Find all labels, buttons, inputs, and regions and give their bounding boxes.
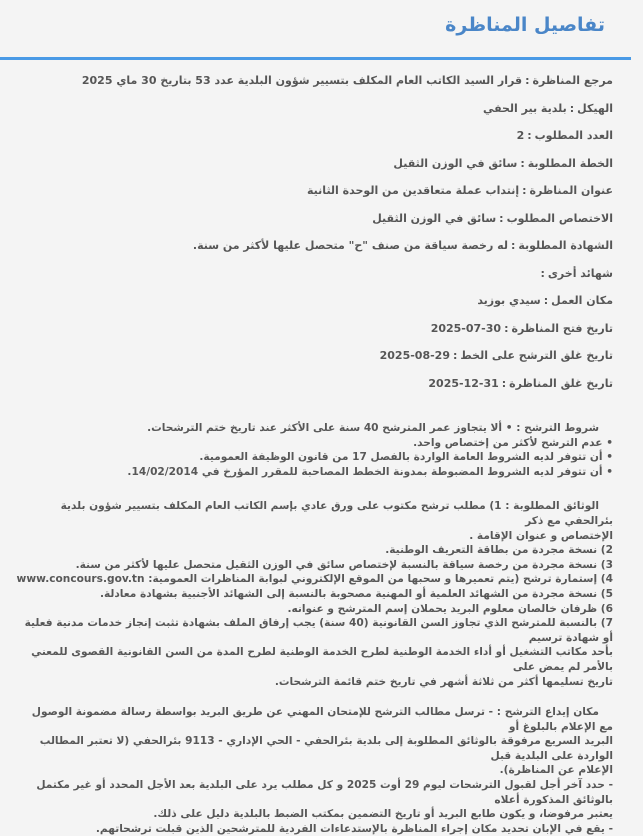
- document-item: 5) نسخة مجردة من الشهائد العلمية أو المهنية مصحوبة بالنسبة إلى الشهائد الأجنبية بشهادة معادلة.: [99, 587, 613, 600]
- field-value: إنتداب عملة متعاقدين من الوحدة الثانية: [307, 184, 520, 198]
- field-value: سيدي بوزيد: [477, 294, 541, 308]
- field-value: 2025-08-29: [379, 349, 450, 363]
- condition-item: • أن تتوفر لديه الشروط المضبوطة بمدونة الخطط المصاحبة للمقرر المؤرخ في 14/02/2014.: [127, 465, 613, 478]
- conditions-first-line: شروط الترشح : • ألا يتجاوز عمر المترشح 40 سنة على الأكثر عند تاريخ ختم الترشحات.: [147, 422, 599, 434]
- field-label: تاريخ فتح المناظرة: [511, 321, 613, 335]
- field-closing-date: تاريخ غلق المناظرة : 2025-12-31: [428, 376, 613, 390]
- field-specialty: الاختصاص المطلوب : سائق في الوزن الثقيل: [372, 211, 613, 225]
- deposit-first-line: مكان إيداع الترشح : - ترسل مطالب الترشح للإمتحان المهني عن طريق البريد بواسطة رسالة مضمونة الوصول مع الإعلام بالبلوغ أو: [31, 706, 613, 733]
- field-label: الهيكل: [577, 101, 613, 115]
- field-value: سائق في الوزن الثقيل: [372, 211, 497, 225]
- field-structure: الهيكل : بلدية بير الحفي: [482, 101, 613, 115]
- document-item: بأحد مكاتب التشغيل أو أداء الخدمة الوطنية لطرح الخدمة الوطنية لطرح المدة من السن القانونية القصوى للمعني بالأمر لم يمض على: [31, 646, 613, 673]
- field-required-degree: الشهادة المطلوبة : له رخصة سياقة من صنف "ح" متحصل عليها لأكثر من سنة.: [192, 239, 613, 253]
- field-label: الخطة المطلوبة: [527, 156, 613, 170]
- document-item: تاريخ تسليمها أكثر من ثلاثة أشهر في تاريخ ختم قائمة الترشحات.: [274, 675, 613, 688]
- field-positions-count: العدد المطلوب : 2: [516, 129, 613, 143]
- deposit-item: - يقع في الإبان تحديد مكان إجراء المناظرة بالإستدعاءات الفردية للمترشحين الذين قبلت ترشحاتهم.: [95, 822, 613, 835]
- condition-item: • أن تتوفر لديه الشروط العامة الواردة بالفصل 17 من قانون الوظيفة العمومية.: [199, 451, 613, 464]
- required-documents: [16, 499, 613, 689]
- field-workplace: مكان العمل : سيدي بوزيد: [477, 294, 613, 308]
- page-header: [0, 0, 643, 56]
- field-label: العدد المطلوب: [534, 129, 613, 143]
- field-value: 2025-07-30: [430, 321, 502, 335]
- document-item: 2) نسخة مجردة من بطاقة التعريف الوطنية.: [385, 544, 613, 557]
- application-deposit: [16, 705, 613, 836]
- field-label: مرجع المناظرة: [532, 74, 613, 88]
- field-value: له رخصة سياقة من صنف "ح" متحصل عليها لأكثر من سنة.: [192, 239, 508, 253]
- title-divider: [0, 57, 631, 60]
- documents-label: الوثائق المطلوبة: [513, 500, 599, 513]
- competition-details: [16, 62, 613, 836]
- deposit-item: - ترسل مطالب الترشح للإمتحان المهني عن طريق البريد بواسطة رسالة مضمونة الوصول مع الإعلام بالبلوغ أو: [31, 706, 613, 733]
- document-item: 6) ظرفان خالصان معلوم البريد يحملان إسم المترشح و عنوانه.: [287, 602, 613, 615]
- field-opening-date: تاريخ فتح المناظرة : 2025-07-30: [430, 321, 613, 335]
- field-label: مكان العمل: [551, 294, 613, 308]
- field-value: 2025-12-31: [428, 376, 499, 390]
- field-online-closing-date: تاريخ غلق الترشح على الخط : 2025-08-29: [379, 349, 613, 363]
- field-reference: مرجع المناظرة : قرار السيد الكاتب العام المكلف بتسيير شؤون البلدية عدد 53 بتاريخ 30 ماي 2025: [81, 74, 613, 88]
- document-item: الإختصاص و عنوان الإقامة .: [469, 529, 613, 542]
- deposit-item: البريد السريع مرفوقة بالوثائق المطلوبة إلى بلدية بئرالحفي - الحي الإداري - 9113 بئرالحفي (لا تعتبر المطالب الواردة على البلدية قبل: [39, 735, 613, 762]
- field-label: تاريخ غلق الترشح على الخط: [460, 349, 613, 363]
- documents-first-line: الوثائق المطلوبة : 1) مطلب ترشح مكتوب على ورق عادي بإسم الكاتب العام المكلف بتسيير شؤون بلدية بئرالحفي مع ذكر: [60, 500, 613, 527]
- candidacy-conditions: [16, 421, 613, 479]
- field-value: بلدية بير الحفي: [482, 101, 567, 115]
- field-label: تاريخ غلق المناظرة: [509, 376, 613, 390]
- conditions-label: شروط الترشح: [524, 422, 599, 434]
- field-job: الخطة المطلوبة : سائق في الوزن الثقيل: [393, 156, 613, 170]
- field-label: عنوان المناظرة: [529, 184, 613, 198]
- page-title: تفاصيل المناظرة: [445, 14, 605, 36]
- field-value: سائق في الوزن الثقيل: [393, 156, 518, 170]
- deposit-item: يعتبر مرفوضا، و يكون طابع البريد أو تاريخ التضمين بمكتب الضبط بالبلدية دليل على ذلك.: [153, 808, 613, 821]
- document-item: 1) مطلب ترشح مكتوب على ورق عادي بإسم الكاتب العام المكلف بتسيير شؤون بلدية بئرالحفي مع ذكر: [60, 500, 613, 527]
- deposit-item: الإعلام عن المناظرة).: [499, 764, 613, 777]
- condition-item: • ألا يتجاوز عمر المترشح 40 سنة على الأكثر عند تاريخ ختم الترشحات.: [147, 422, 513, 434]
- field-competition-title: عنوان المناظرة : إنتداب عملة متعاقدين من الوحدة الثانية: [307, 184, 613, 198]
- document-item: 3) نسخة مجردة من رخصة سياقة بالنسبة لإختصاص سائق في الوزن الثقيل متحصل عليها لأكثر من سنة.: [75, 558, 613, 571]
- condition-item: • عدم الترشح لأكثر من إختصاص واحد.: [413, 436, 613, 449]
- field-value: 2: [516, 129, 525, 143]
- field-value: قرار السيد الكاتب العام المكلف بتسيير شؤون البلدية عدد 53 بتاريخ 30 ماي 2025: [81, 74, 523, 88]
- field-label: الشهادة المطلوبة: [518, 239, 613, 253]
- field-label: شهائد أخرى: [547, 266, 613, 280]
- document-item: 7) بالنسبة للمترشح الذي تجاوز السن القانونية (40 سنة) يجب إرفاق الملف بشهادة تثبت إنجاز خدمات مدنية فعلية أو شهادة ترسيم: [24, 617, 613, 644]
- field-label: الاختصاص المطلوب: [506, 211, 613, 225]
- document-item-application-form: 4) إستمارة ترشح (يتم تعميرها و سحبها من الموقع الإلكتروني لبوابة المناظرات العمومية: www.concours.gov.tn: [16, 573, 613, 586]
- deposit-item: - حدد آخر أجل لقبول الترشحات ليوم 29 أوت 2025 و كل مطلب يرد على البلدية بعد الأجل المحدد أو غير مكتمل بالوثائق المذكورة أعلاه: [36, 779, 613, 806]
- field-other-degrees: شهائد أخرى :: [540, 266, 613, 280]
- deposit-label: مكان إيداع الترشح: [504, 706, 599, 719]
